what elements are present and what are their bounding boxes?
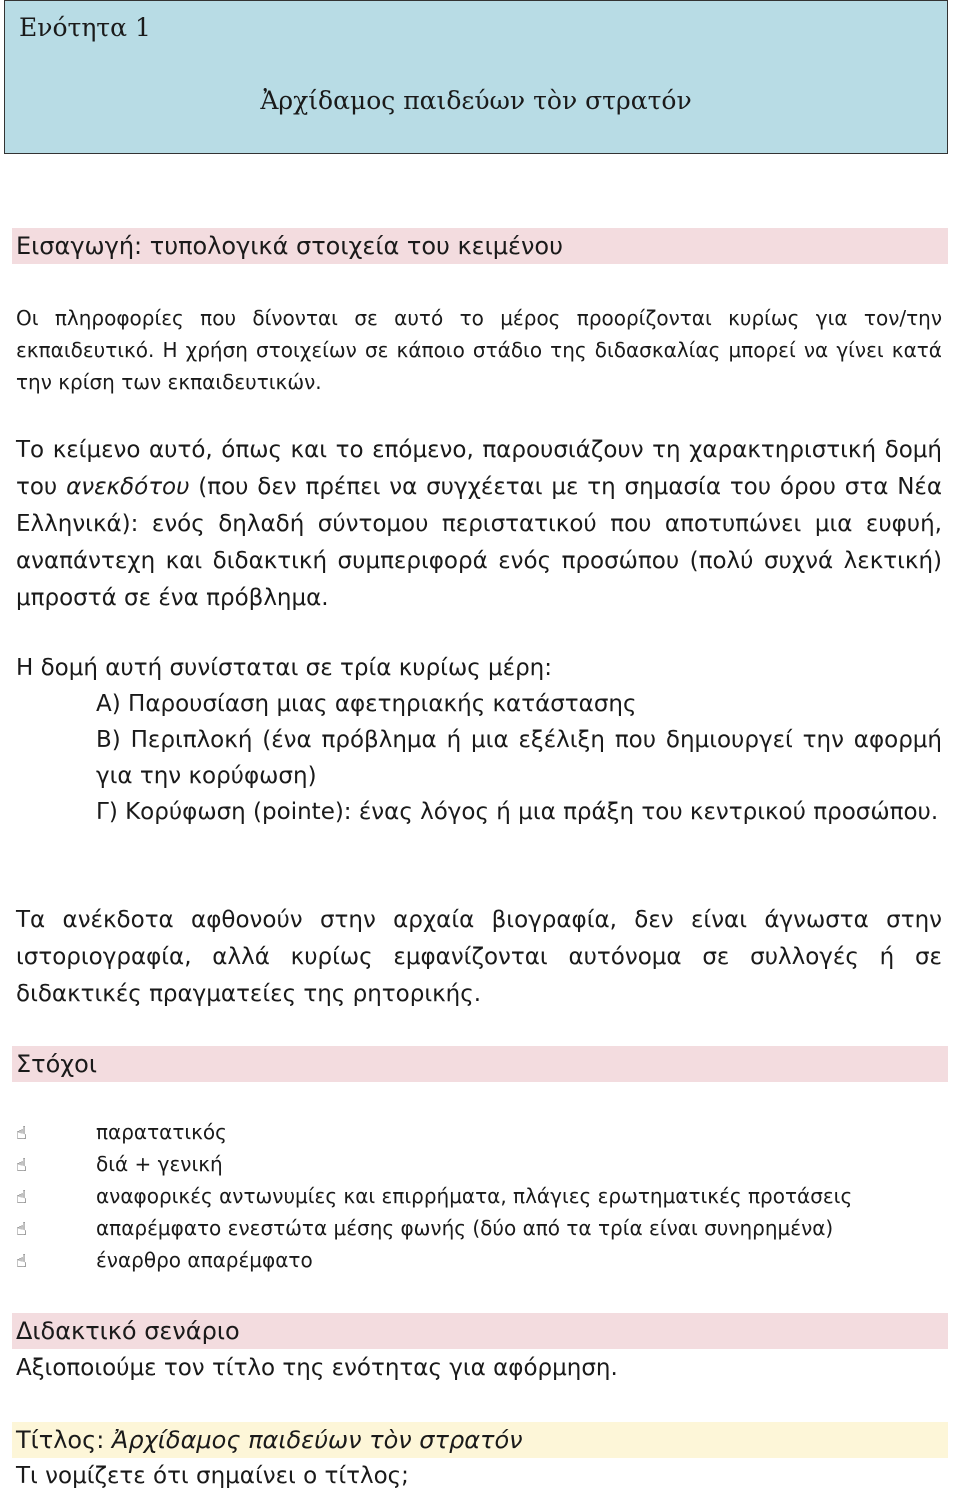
structure-part-c: Γ) Κορύφωση (pointe): ένας λόγος ή μια πράξη του κεντρικού προσώπου. (96, 799, 939, 825)
anecdote-text-end: (που δεν πρέπει να συγχέεται με τη σημασία του όρου στα Νέα Ελληνικά): ενός δηλαδή σύντομου περιστατικού που αποτυπώνει μια ευφυή, αναπάντεχη και διδακτική συμπεριφορά ενός προσώπου (πολύ συχνά λεκτική) μπροστά σε ένα πρόβλημα. (16, 474, 942, 611)
goal-text: έναρθρο απαρέμφατο (96, 1248, 313, 1272)
structure-intro: Η δομή αυτή συνίσταται σε τρία κυρίως μέρη: (16, 655, 553, 681)
anecdote-term: ανεκδότου (66, 474, 190, 500)
anecdote-paragraph (16, 432, 942, 617)
anecdote-usage-paragraph: Τα ανέκδοτα αφθονούν στην αρχαία βιογραφία, δεν είναι άγνωστα στην ιστοριογραφία, αλλά κυρίως εμφανίζονται αυτόνομα σε συλλογές ή σε διδακτικές πραγματείες της ρητορικής. (16, 907, 942, 1007)
goal-text: απαρέμφατο ενεστώτα μέσης φωνής (δύο από τα τρία είναι συνηρημένα) (96, 1216, 834, 1240)
title-value: Ἀρχίδαμος παιδεύων τὸν στρατόν (111, 1426, 523, 1454)
pointing-hand-icon: ☝ (16, 1251, 27, 1272)
pointing-hand-icon: ☝ (16, 1219, 27, 1240)
goals-heading: Στόχοι (12, 1046, 948, 1082)
pointing-hand-icon: ☝ (16, 1155, 27, 1176)
teacher-note: Οι πληροφορίες που δίνονται σε αυτό το μέρος προορίζονται κυρίως για τον/την εκπαιδευτικό. Η χρήση στοιχείων σε κάποιο στάδιο της διδασκαλίας μπορεί να γίνει κατά την κρίση των εκπαιδευτικών. (16, 306, 942, 394)
goal-text: παρατατικός (96, 1120, 227, 1144)
title-question: Τι νομίζετε ότι σημαίνει ο τίτλος; (16, 1463, 409, 1489)
structure-part-b: Β) Περιπλοκή (ένα πρόβλημα ή μια εξέλιξη που δημιουργεί την αφορμή για την κορύφωση) (96, 727, 942, 789)
goal-item (16, 1116, 852, 1148)
goal-item (16, 1244, 852, 1276)
scenario-heading: Διδακτικό σενάριο (12, 1313, 948, 1349)
scenario-text: Αξιοποιούμε τον τίτλο της ενότητας για αφόρμηση. (16, 1355, 618, 1381)
pointing-hand-icon: ☝ (16, 1187, 27, 1208)
goal-item (16, 1212, 852, 1244)
unit-title: Ἀρχίδαμος παιδεύων τὸν στρατόν (260, 86, 692, 115)
title-label: Τίτλος: (16, 1426, 112, 1454)
title-band (12, 1422, 948, 1458)
goals-list (16, 1116, 852, 1276)
goal-text: διά + γενική (96, 1152, 223, 1176)
goal-item (16, 1148, 852, 1180)
goal-item (16, 1180, 852, 1212)
anecdote-text-start: Το κείμενο αυτό, όπως και το επόμενο, παρουσιάζουν τη χαρακτηριστική δομή του (16, 437, 942, 500)
pointing-hand-icon: ☝ (16, 1123, 27, 1144)
goal-text: αναφορικές αντωνυμίες και επιρρήματα, πλάγιες ερωτηματικές προτάσεις (96, 1184, 853, 1208)
intro-heading: Εισαγωγή: τυπολογικά στοιχεία του κειμένου (12, 228, 948, 264)
unit-header (4, 0, 948, 154)
structure-part-a: Α) Παρουσίαση μιας αφετηριακής κατάστασης (96, 691, 637, 717)
unit-label: Ενότητα 1 (19, 13, 151, 42)
